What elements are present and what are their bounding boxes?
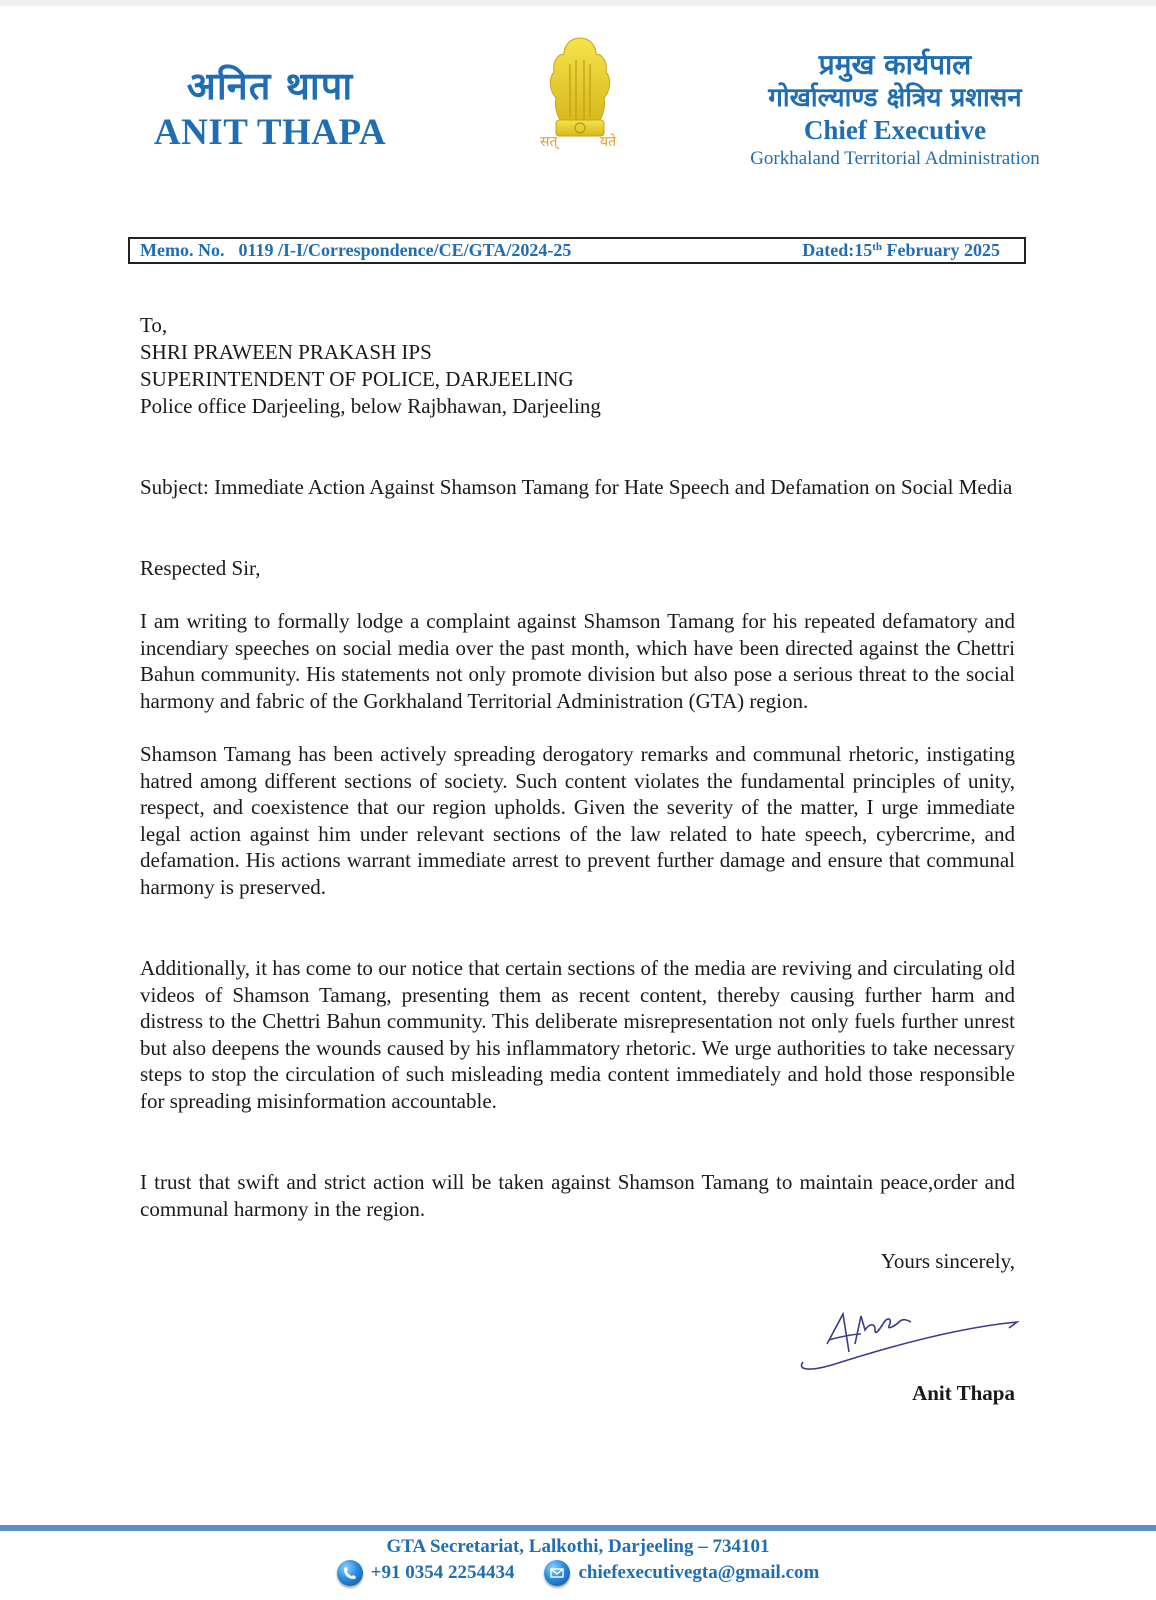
svg-text:यते: यते	[600, 134, 617, 150]
recipient-block	[140, 312, 601, 420]
recipient-name: SHRI PRAWEEN PRAKASH IPS	[140, 340, 432, 364]
letterhead-name-block	[120, 62, 420, 154]
date-day: 15	[854, 240, 873, 260]
organization-name: Gorkhaland Territorial Administration	[750, 148, 1040, 169]
body-paragraph: I am writing to formally lodge a complaint against Shamson Tamang for his repeated defamatory and incendiary speeches on social media over the past month, which have been directed against the Chettri Bahun community. His statements not only promote division but also pose a serious threat to the social harmony and fabric of the Gorkhaland Territorial Administration (GTA) region.	[140, 609, 1015, 713]
closing: Yours sincerely,	[880, 1249, 1015, 1273]
signature-icon	[795, 1300, 1025, 1380]
memo-number	[140, 239, 571, 262]
signer-name: Anit Thapa	[912, 1381, 1015, 1405]
recipient-designation: SUPERINTENDENT OF POLICE, DARJEELING	[140, 367, 574, 391]
greeting: Respected Sir,	[140, 556, 261, 580]
letterhead-title-block	[700, 48, 1090, 172]
subject-line: Subject: Immediate Action Against Shamson Tamang for Hate Speech and Defamation on Social Media	[140, 475, 1013, 499]
body-paragraph: Shamson Tamang has been actively spreading derogatory remarks and communal rhetoric, instigating hatred among different sections of society. Such content violates the fundamental principles of unity, respect, and coexistence that our region upholds. Given the severity of the matter, I urge immediate legal action against him under relevant sections of the law related to hate speech, cybercrime, and defamation. His actions warrant immediate arrest to prevent further damage and ensure that communal harmony is preserved.	[140, 742, 1015, 899]
memo-date	[802, 239, 1000, 262]
memo-box	[128, 237, 1026, 264]
name-english: ANIT THAPA	[153, 112, 387, 153]
date-suffix: th	[872, 241, 883, 253]
footer-email[interactable]: chiefexecutivegta@gmail.com	[578, 1562, 820, 1583]
mail-icon	[544, 1560, 570, 1586]
footer-divider	[0, 1525, 1156, 1531]
footer-phone: +91 0354 2254434	[370, 1562, 515, 1583]
body-paragraph: Additionally, it has come to our notice that certain sections of the media are reviving and circulating old videos of Shamson Tamang, presenting them as recent content, thereby causing further harm and distress to the Chettri Bahun community. This deliberate misrepresentation not only fuels further unrest but also deepens the wounds caused by his inflammatory rhetoric. We urge authorities to take necessary steps to stop the circulation of such misleading media content immediately and hold those responsible for spreading misinformation accountable.	[140, 956, 1015, 1113]
date-label: Dated:	[802, 240, 855, 260]
body-paragraph: I trust that swift and strict action will be taken against Shamson Tamang to maintain peace,order and communal harmony in the region.	[140, 1170, 1015, 1221]
national-emblem-icon	[530, 34, 630, 154]
title-english: Chief Executive	[803, 115, 987, 145]
recipient-address: Police office Darjeeling, below Rajbhawan, Darjeeling	[140, 394, 601, 418]
footer	[0, 1534, 1156, 1586]
date-rest: February 2025	[882, 240, 1000, 260]
title-hindi-line2: गोर्खाल्याण्ड क्षेत्रिय प्रशासन	[768, 83, 1022, 113]
footer-address: GTA Secretariat, Lalkothi, Darjeeling – 734101	[386, 1536, 770, 1557]
title-hindi-line1: प्रमुख कार्यपाल	[818, 48, 972, 81]
recipient-to: To,	[140, 313, 168, 337]
svg-text:सत्: सत्	[540, 134, 558, 150]
name-hindi: अनित थापा	[186, 64, 354, 108]
memo-label: Memo. No.	[140, 240, 225, 260]
footer-contact	[0, 1560, 1156, 1586]
phone-icon	[337, 1560, 363, 1586]
memo-value: 0119 /I-I/Correspondence/CE/GTA/2024-25	[238, 240, 572, 260]
page-top-edge	[0, 0, 1156, 6]
